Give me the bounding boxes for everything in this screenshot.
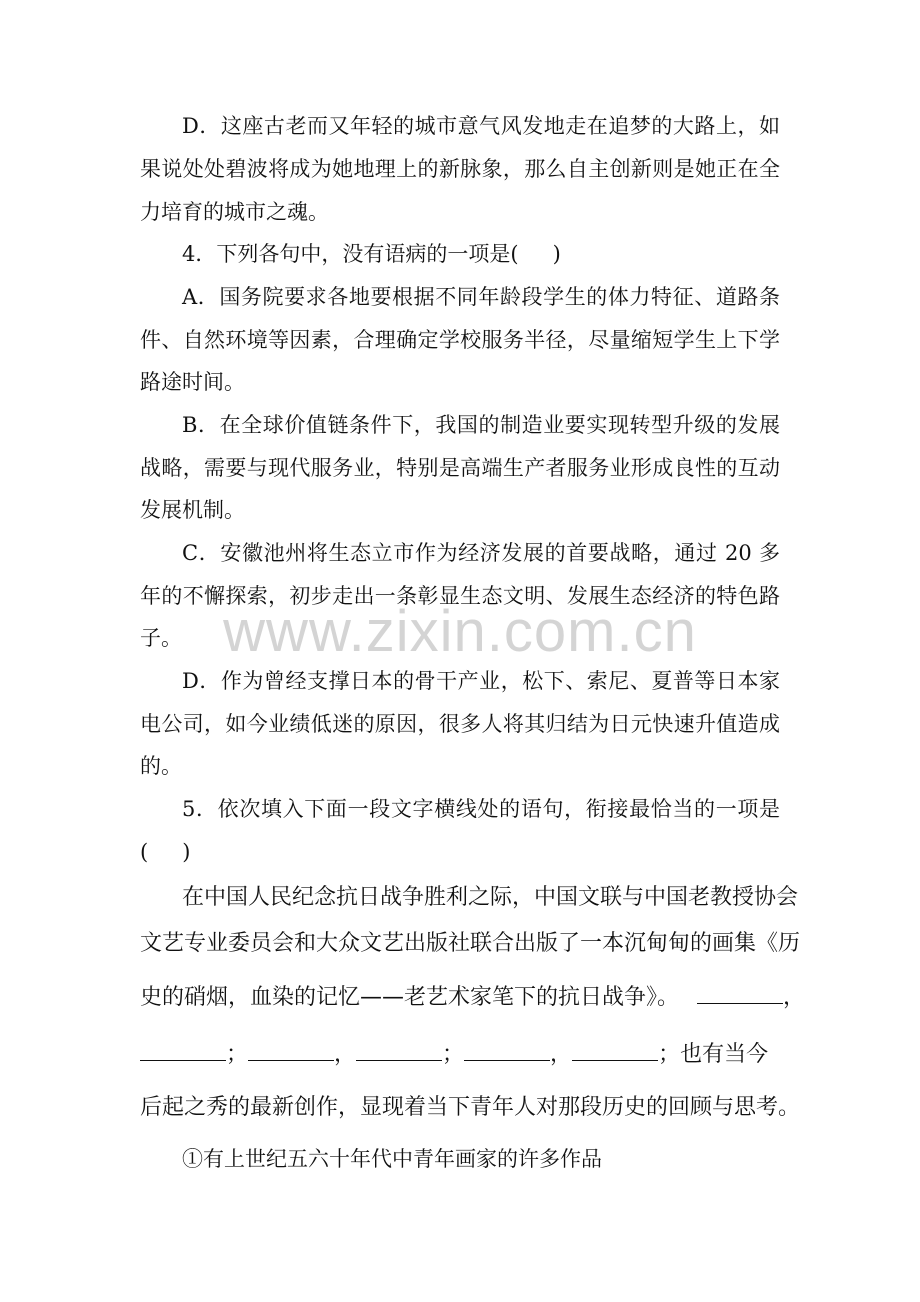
fill-blank-3[interactable] (248, 1040, 334, 1061)
q3-option-d-line1: D．这座古老而又年轻的城市意气风发地走在追梦的大路上，如 (182, 114, 780, 138)
q4-option-b-line1: B．在全球价值链条件下，我国的制造业要实现转型升级的发展 (182, 413, 780, 437)
q5-option-1: ①有上世纪五六十年代中青年画家的许多作品 (182, 1147, 602, 1171)
fill-blank-2[interactable] (140, 1040, 226, 1061)
q5-passage-line3 (140, 983, 806, 1013)
q4-option-b-line3: 发展机制。 (140, 498, 245, 522)
q5-paren-open: ( (140, 840, 149, 864)
q4-option-d-line2: 电公司，如今业绩低迷的原因，很多人将其归结为日元快速升值造成 (140, 712, 780, 736)
q5-passage-line5: 后起之秀的最新创作，显现着当下青年人对那段历史的回顾与思考。 (140, 1095, 801, 1120)
fill-blank-6[interactable] (572, 1040, 658, 1061)
q5-passage-line4 (140, 1040, 780, 1070)
q5-semi-1: ； (226, 1042, 249, 1067)
fill-blank-1[interactable] (697, 983, 783, 1004)
q4-option-c-line3: 子。 (140, 626, 182, 650)
watermark-text: www.zixin.com.cn (223, 599, 697, 664)
q5-comma-2: ， (334, 1042, 357, 1067)
q4-option-d-line1: D．作为曾经支撑日本的骨干产业，松下、索尼、夏普等日本家 (182, 669, 780, 693)
q5-semi-2: ； (442, 1042, 465, 1067)
q5-passage-line3-text: 史的硝烟，血染的记忆——老艺术家笔下的抗日战争》。 (140, 985, 680, 1010)
q4-stem (182, 239, 780, 269)
q5-passage-line2: 文艺专业委员会和大众文艺出版社联合出版了一本沉甸甸的画集《历 (140, 931, 801, 956)
q5-paren-close: ) (182, 840, 191, 864)
q5-stem-line1: 5．依次填入下面一段文字横线处的语句，衔接最恰当的一项是 (182, 797, 780, 821)
q5-stem-line2 (140, 837, 780, 867)
q5-passage-line4-tail: ；也有当今 (658, 1042, 769, 1067)
q4-option-a-line3: 路途时间。 (140, 370, 245, 394)
q4-stem-close: ) (552, 242, 561, 266)
fill-blank-4[interactable] (356, 1040, 442, 1061)
q4-option-b-line2: 战略，需要与现代服务业，特别是高端生产者服务业形成良性的互动 (140, 456, 780, 480)
q4-option-a-line2: 件、自然环境等因素，合理确定学校服务半径，尽量缩短学生上下学 (140, 328, 780, 352)
q5-comma-3: ， (550, 1042, 573, 1067)
q5-passage-line1: 在中国人民纪念抗日战争胜利之际，中国文联与中国老教授协会 (182, 885, 799, 910)
q4-option-c-line1: C．安徽池州将生态立市作为经济发展的首要战略，通过 20 多 (182, 541, 780, 565)
q4-option-a-line1: A．国务院要求各地要根据不同年龄段学生的体力特征、道路条 (182, 285, 780, 309)
q5-comma-1: ， (783, 985, 806, 1010)
q4-option-c-line2: 年的不懈探索，初步走出一条彰显生态文明、发展生态经济的特色路 (140, 584, 780, 608)
fill-blank-5[interactable] (464, 1040, 550, 1061)
q4-option-d-line3: 的。 (140, 754, 182, 778)
q3-option-d-line2: 果说处处碧波将成为她地理上的新脉象，那么自主创新则是她正在全 (140, 157, 780, 181)
q4-stem-text: 4．下列各句中，没有语病的一项是( (182, 242, 519, 266)
q3-option-d-line3: 力培育的城市之魂。 (140, 200, 329, 224)
